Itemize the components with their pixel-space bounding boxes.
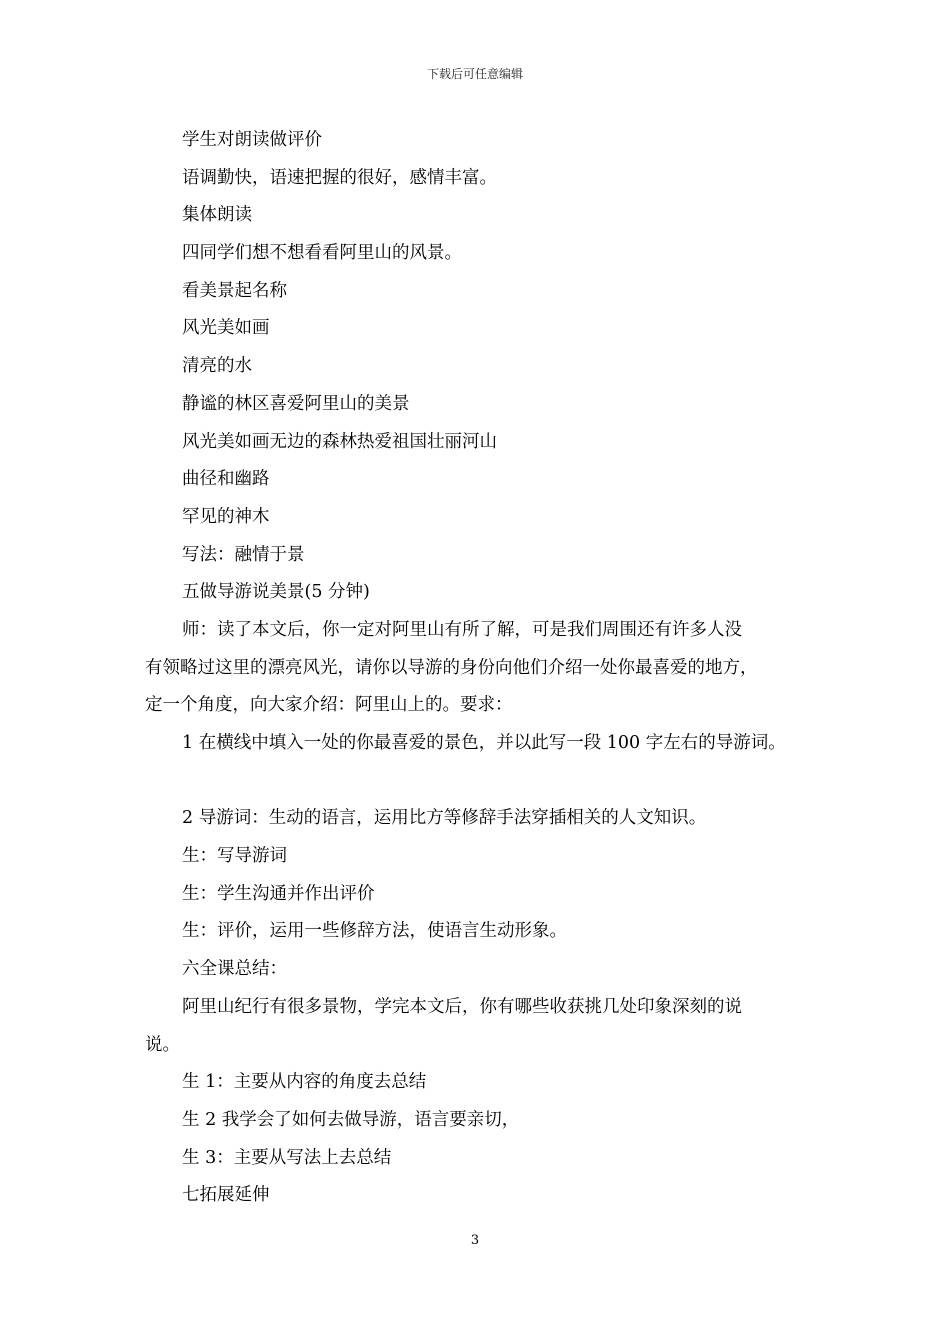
paragraph-14-line-3: 定一个角度，向大家介绍：阿里山上的。要求： xyxy=(145,695,513,716)
paragraph-6: 风光美如画 xyxy=(182,318,270,339)
paragraph-15: 1 在横线中填入一处的你最喜爱的景色，并以此写一段 100 字左右的导游词。 xyxy=(182,733,786,753)
paragraph-7: 清亮的水 xyxy=(182,356,252,377)
page-header: 下载后可任意编辑 xyxy=(426,67,523,81)
paragraph-4: 四同学们想不想看看阿里山的风景。 xyxy=(182,243,462,264)
paragraph-14 xyxy=(145,612,825,725)
paragraph-19: 生：评价，运用一些修辞方法，使语言生动形象。 xyxy=(182,921,567,942)
paragraph-11: 罕见的神木 xyxy=(182,506,270,527)
paragraph-23: 生 2 我学会了如何去做导游，语言要亲切， xyxy=(182,1109,520,1130)
paragraph-9: 风光美如画无边的森林热爱祖国壮丽河山 xyxy=(182,431,497,452)
paragraph-24: 生 3：主要从写法上去总结 xyxy=(182,1147,392,1168)
paragraph-14-line-1: 师：读了本文后，你一定对阿里山有所了解，可是我们周围还有许多人没 xyxy=(182,619,742,640)
paragraph-18: 生：学生沟通并作出评价 xyxy=(182,883,375,904)
blank-line xyxy=(145,763,825,801)
paragraph-12: 写法：融情于景 xyxy=(182,544,305,565)
paragraph-3: 集体朗读 xyxy=(182,205,252,226)
page-number: 3 xyxy=(470,1233,480,1248)
paragraph-22: 生 1：主要从内容的角度去总结 xyxy=(182,1072,427,1093)
paragraph-21-line-2: 说。 xyxy=(145,1034,180,1055)
paragraph-14-line-2: 有领略过这里的漂亮风光，请你以导游的身份向他们介绍一处你最喜爱的地方， xyxy=(145,657,758,678)
paragraph-25: 七拓展延伸 xyxy=(182,1185,270,1206)
paragraph-21-line-1: 阿里山纪行有很多景物，学完本文后，你有哪些收获挑几处印象深刻的说 xyxy=(182,996,742,1017)
document-body xyxy=(145,122,825,1215)
paragraph-16: 2 导游词：生动的语言，运用比方等修辞手法穿插相关的人文知识。 xyxy=(182,808,707,829)
paragraph-1: 学生对朗读做评价 xyxy=(182,130,322,150)
paragraph-8: 静谧的林区喜爱阿里山的美景 xyxy=(182,393,410,414)
paragraph-5: 看美景起名称 xyxy=(182,280,287,301)
paragraph-21 xyxy=(145,989,825,1064)
paragraph-20: 六全课总结： xyxy=(182,959,287,980)
paragraph-17: 生：写导游词 xyxy=(182,846,287,867)
paragraph-13: 五做导游说美景(5 分钟) xyxy=(182,582,370,603)
paragraph-2: 语调勤快，语速把握的很好，感情丰富。 xyxy=(182,167,497,188)
paragraph-10: 曲径和幽路 xyxy=(182,469,270,490)
